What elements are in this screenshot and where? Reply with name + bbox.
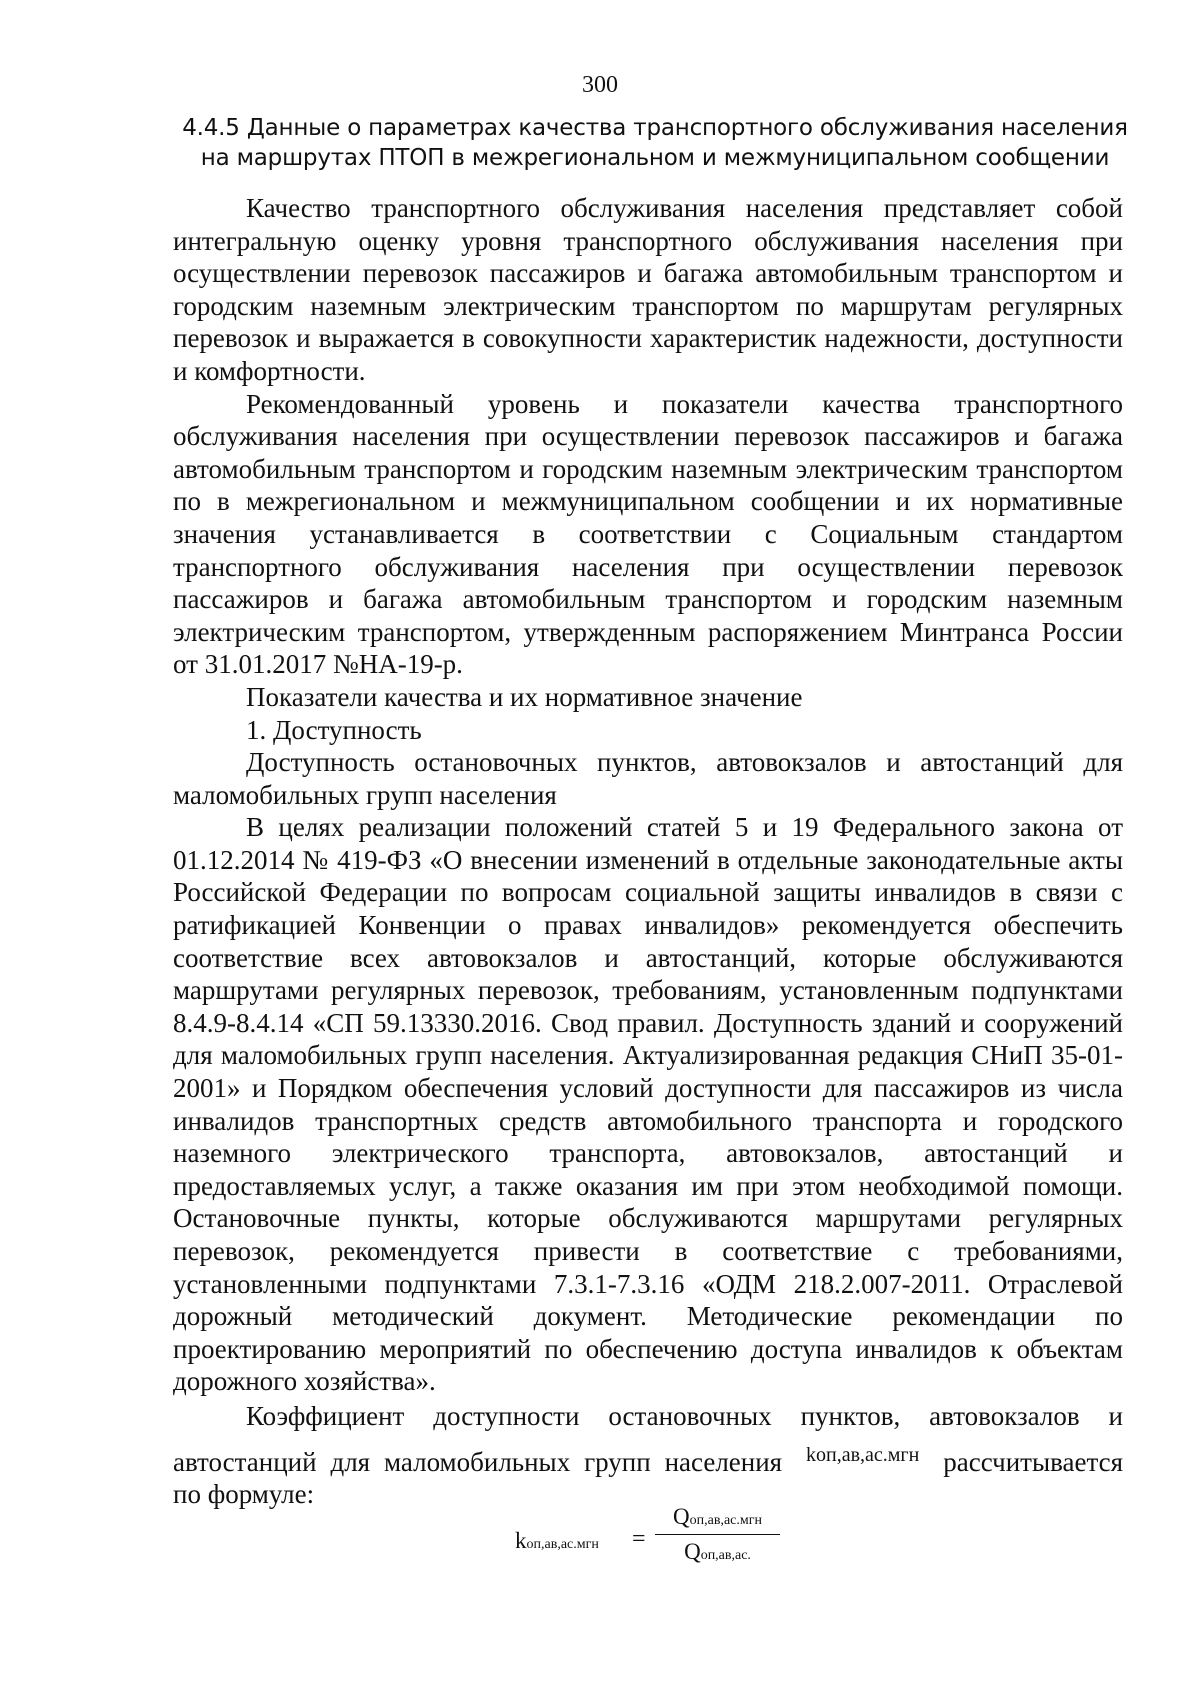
section-heading xyxy=(172,113,1138,173)
formula-denominator-subscript: оп,ав,ас. xyxy=(700,1548,751,1563)
coefficient-intro-line-1: Коэффициент доступности остановочных пунктов, автовокзалов и xyxy=(246,1400,1123,1431)
formula-denominator xyxy=(655,1539,780,1565)
paragraph-recommended-level: Рекомендованный уровень и показатели качества транспортного обслуживания населения при осуществлении перевозок пассажиров и багажа автомобильным транспортом и городским наземным электрическим транспортом по в межрегиональном и межмуниципальном сообщении и их нормативные значения устанавливается в соответствии с Социальным стандартом транспортного обслуживания населения при осуществлении перевозок пассажиров и багажа автомобильным транспортом и городским наземным электрическим транспортом, утвержденным распоряжением Минтранса России от 31.01.2017 №НА-19-р. xyxy=(173,388,1123,680)
paragraph-accessibility-heading: 1. Доступность xyxy=(246,714,422,745)
section-heading-line-1: 4.4.5 Данные о параметрах качества транспортного обслуживания населения xyxy=(182,115,1128,141)
page-number: 300 xyxy=(582,72,618,98)
paragraph-quality-definition: Качество транспортного обслуживания населения представляет собой интегральную оценку уровня транспортного обслуживания населения при осуществлении перевозок пассажиров и багажа автомобильным транспортом и городским наземным электрическим транспортом по маршрутам регулярных перевозок и выражается в совокупности характеристик надежности, доступности и комфортности. xyxy=(173,193,1123,386)
formula-numerator-base: Q xyxy=(673,1504,690,1529)
formula-fraction-bar xyxy=(655,1534,780,1535)
coefficient-intro-line-2 xyxy=(173,1439,1123,1479)
formula-numerator-subscript: оп,ав,ас.мгн xyxy=(689,1513,762,1528)
coefficient-formula xyxy=(500,1504,800,1584)
formula-denominator-base: Q xyxy=(684,1539,701,1564)
coefficient-intro-text-after: рассчитывается xyxy=(943,1446,1124,1477)
paragraph-coefficient-intro xyxy=(173,1400,1123,1511)
formula-numerator xyxy=(655,1504,780,1530)
coefficient-intro-line-3: по формуле: xyxy=(173,1479,315,1510)
coefficient-intro-text-before: автостанций для маломобильных групп населения xyxy=(173,1446,783,1477)
formula-equals-sign: = xyxy=(632,1526,646,1552)
formula-lhs-base: k xyxy=(515,1528,527,1553)
coefficient-variable: kоп,ав,ас.мгн xyxy=(806,1443,920,1466)
paragraph-accessibility-subheading: Доступность остановочных пунктов, автовокзалов и автостанций для маломобильных групп населения xyxy=(173,747,1123,810)
paragraph-indicators-title: Показатели качества и их нормативное значение xyxy=(246,681,803,712)
document-body xyxy=(173,192,1123,1511)
paragraph-legal-basis: В целях реализации положений статей 5 и 19 Федерального закона от 01.12.2014 № 419-ФЗ «О внесении изменений в отдельные законодательные акты Российской Федерации по вопросам социальной защиты инвалидов в связи с ратификацией Конвенции о правах инвалидов» рекомендуется обеспечить соответствие всех автовокзалов и автостанций, которые обслуживаются маршрутами регулярных перевозок, требованиям, установленным подпунктами 8.4.9-8.4.14 «СП 59.13330.2016. Свод правил. Доступность зданий и сооружений для маломобильных групп населения. Актуализированная редакция СНиП 35-01-2001» и Порядком обеспечения условий доступности для пассажиров из числа инвалидов транспортных средств автомобильного транспорта и городского наземного электрического транспорта, автовокзалов, автостанций и предоставляемых услуг, а также оказания им при этом необходимой помощи. Остановочные пункты, которые обслуживаются маршрутами регулярных перевозок, рекомендуется привести в соответствие с требованиями, установленными подпунктами 7.3.1-7.3.16 «ОДМ 218.2.007-2011. Отраслевой дорожный методический документ. Методические рекомендации по проектированию мероприятий по обеспечению доступа инвалидов к объектам дорожного хозяйства». xyxy=(173,812,1123,1397)
formula-lhs-subscript: оп,ав,ас.мгн xyxy=(526,1537,599,1552)
formula-fraction xyxy=(655,1504,780,1565)
formula-left-side xyxy=(515,1528,599,1554)
section-heading-line-2: на маршрутах ПТОП в межрегиональном и межмуниципальном сообщении xyxy=(200,145,1110,171)
